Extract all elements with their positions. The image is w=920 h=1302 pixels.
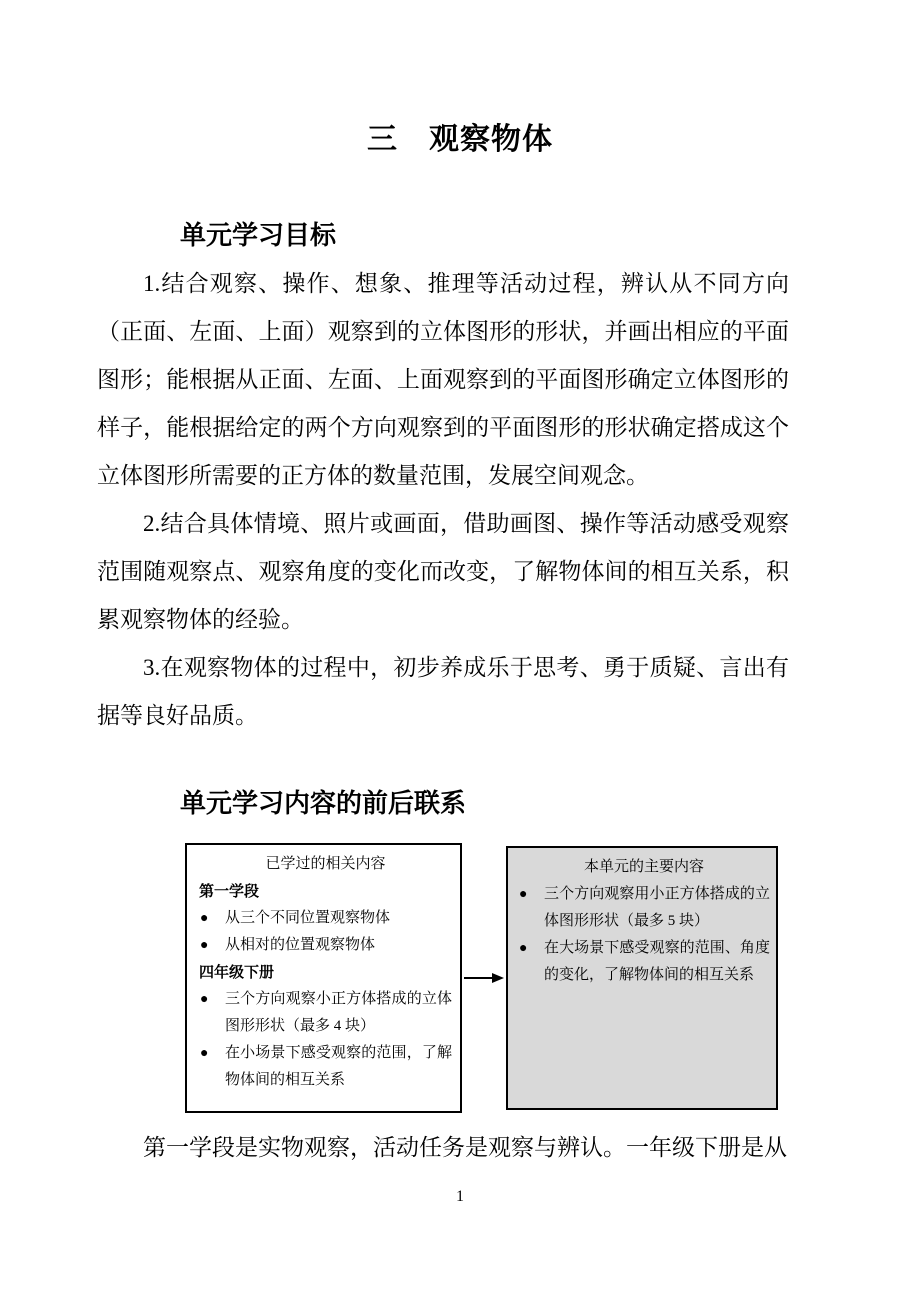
bullet-icon: ● bbox=[200, 992, 209, 1007]
closing-paragraph: 第一学段是实物观察，活动任务是观察与辨认。一年级下册是从 bbox=[143, 1135, 787, 1160]
list-item bbox=[199, 932, 452, 959]
list-item-text: 从相对的位置观察物体 bbox=[225, 937, 376, 953]
current-unit-box bbox=[506, 846, 778, 1110]
bullet-icon: ● bbox=[519, 887, 528, 902]
list-item bbox=[199, 905, 452, 932]
bullet-icon: ● bbox=[200, 938, 209, 953]
bullet-icon: ● bbox=[200, 911, 209, 926]
heading-content-connections: 单元学习内容的前后联系 bbox=[180, 788, 467, 818]
heading-unit-goals: 单元学习目标 bbox=[180, 220, 337, 250]
bullet-icon: ● bbox=[200, 1046, 209, 1061]
list-item bbox=[518, 881, 770, 935]
arrow-right-icon bbox=[464, 970, 504, 986]
list-item bbox=[199, 1040, 452, 1094]
page-number: 1 bbox=[456, 1188, 464, 1205]
arrow-cell bbox=[462, 843, 506, 1113]
list-item bbox=[199, 986, 452, 1040]
learned-content-box bbox=[185, 843, 462, 1113]
goal-paragraph-2: 2.结合具体情境、照片或画面，借助画图、操作等活动感受观察范围随观察点、观察角度的变化而改变，了解物体间的相互关系，积累观察物体的经验。 bbox=[97, 511, 789, 632]
list-item bbox=[518, 935, 770, 989]
goal-paragraph-3: 3.在观察物体的过程中，初步养成乐于思考、勇于质疑、言出有据等良好品质。 bbox=[97, 655, 789, 728]
stage1-label: 第一学段 bbox=[199, 883, 260, 900]
list-item-text: 在小场景下感受观察的范围，了解物体间的相互关系 bbox=[225, 1045, 452, 1088]
list-item-text: 三个方向观察用小正方体搭成的立体图形形状（最多 5 块） bbox=[544, 886, 770, 929]
list-item-text: 从三个不同位置观察物体 bbox=[225, 910, 391, 926]
list-item-text: 三个方向观察小正方体搭成的立体图形形状（最多 4 块） bbox=[225, 991, 452, 1034]
goal-paragraph-1: 1.结合观察、操作、想象、推理等活动过程，辨认从不同方向（正面、左面、上面）观察到的立体图形的形状，并画出相应的平面图形；能根据从正面、左面、上面观察到的平面图形确定立体图形的样子，能根据给定的两个方向观察到的平面图形的形状确定搭成这个立体图形所需要的正方体的数量范围，发展空间观念。 bbox=[97, 271, 789, 488]
content-connection-diagram bbox=[185, 843, 920, 1113]
page-title: 三 观察物体 bbox=[367, 123, 553, 156]
bullet-icon: ● bbox=[519, 941, 528, 956]
list-item-text: 在大场景下感受观察的范围、角度的变化，了解物体间的相互关系 bbox=[544, 940, 770, 983]
current-unit-box-title: 本单元的主要内容 bbox=[583, 859, 704, 875]
learned-content-box-title: 已学过的相关内容 bbox=[265, 856, 386, 872]
grade4-label: 四年级下册 bbox=[199, 964, 275, 981]
